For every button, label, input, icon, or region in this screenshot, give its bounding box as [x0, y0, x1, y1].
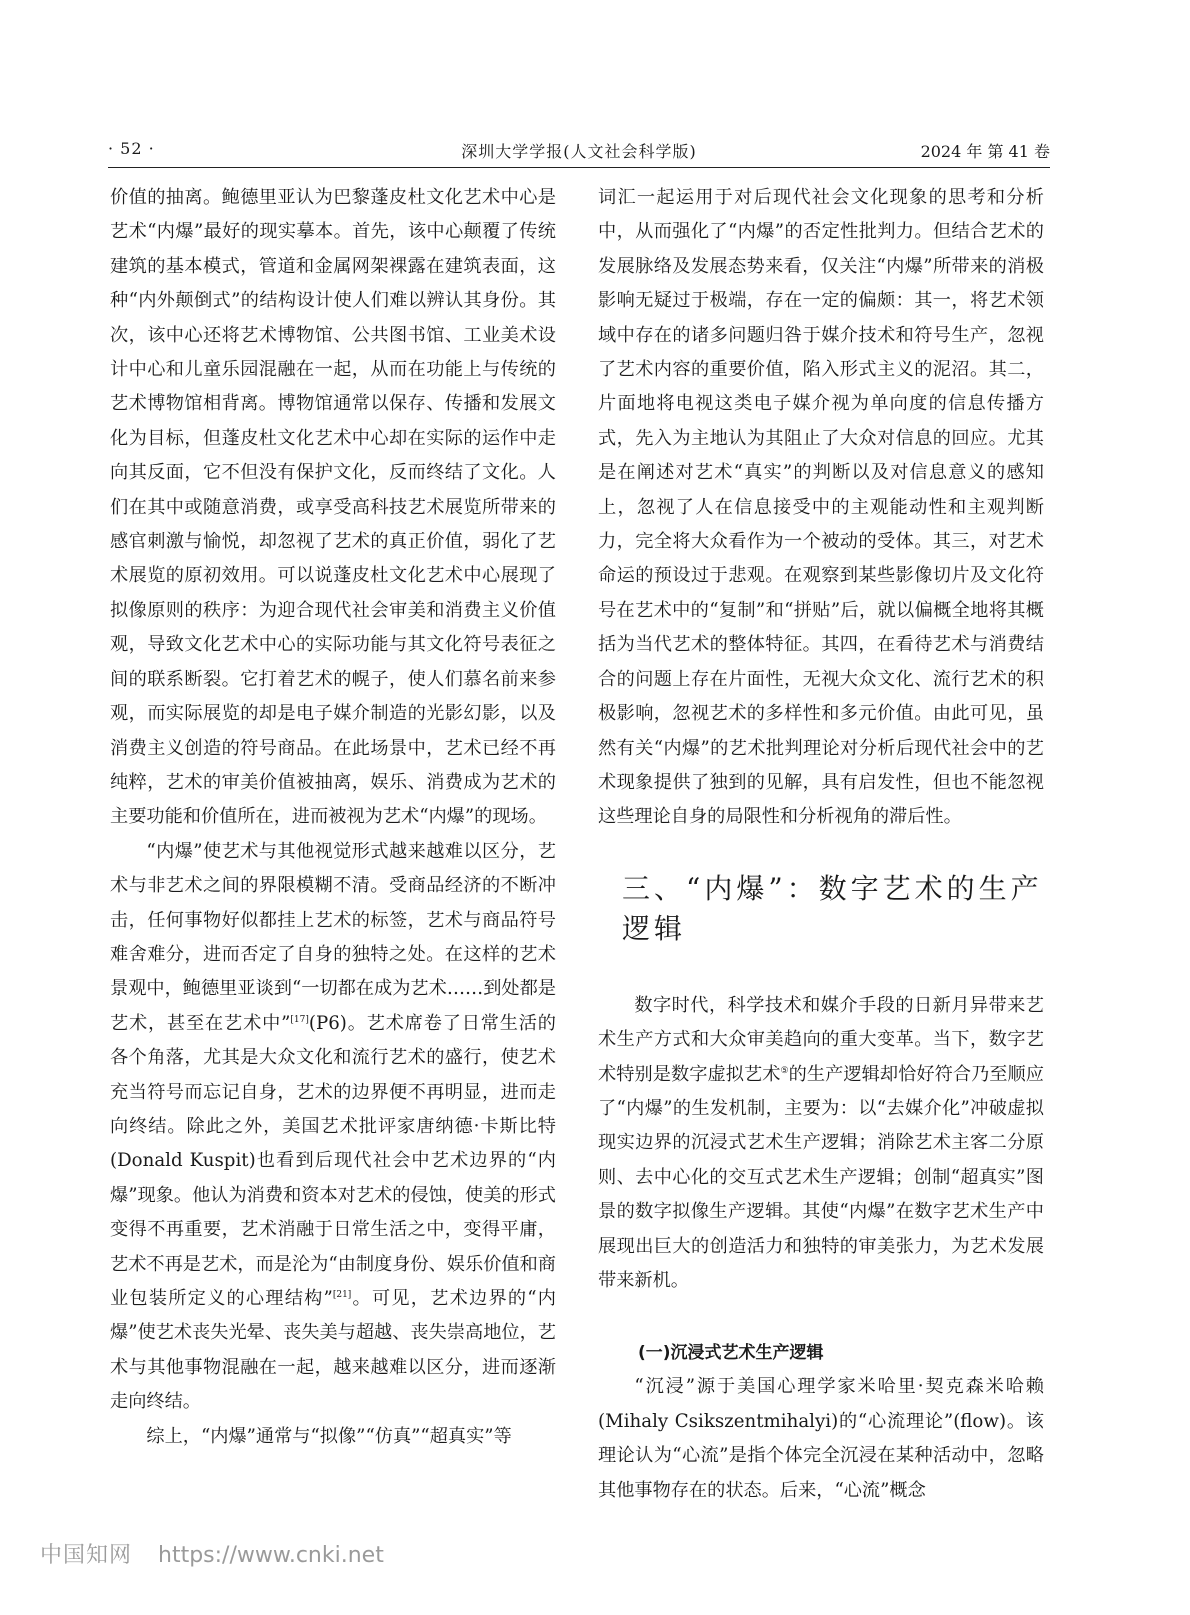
- footnote-marker[interactable]: ⑤: [780, 1065, 789, 1076]
- left-paragraph-3: 综上，“内爆”通常与“拟像”“仿真”“超真实”等: [146, 1425, 512, 1447]
- left-paragraph-2: [110, 835, 556, 1420]
- citation-ref[interactable]: [17]: [290, 1014, 309, 1025]
- left-p2-text-b: (P6)。艺术席卷了日常生活的各个角落，尤其是大众文化和流行艺术的盛行，使艺术充当符号而忘记自身，艺术的边界便不再明显，进而走向终结。除此之外，美国艺术批评家唐纳德·卡斯比特(Donald Kuspit)也看到后现代社会中艺术边界的“内爆”现象。他认为消费和资本对艺术的侵蚀，使美的形式变得不再重要，艺术消融于日常生活之中，变得平庸，艺术不再是艺术，而是沦为“由制度身份、娱乐价值和商业包装所定义的心理结构”: [110, 1012, 556, 1309]
- left-column: [110, 181, 556, 1454]
- cnki-url[interactable]: https://www.cnki.net: [158, 1543, 384, 1568]
- journal-title: 深圳大学学报(人文社会科学版): [461, 142, 697, 161]
- volume-label: 2024 年 第 41 卷: [920, 142, 1050, 161]
- right-p2-text-b: 的生产逻辑却恰好符合乃至顺应了“内爆”的生发机制，主要为：以“去媒介化”冲破虚拟现实边界的沉浸式艺术生产逻辑；消除艺术主客二分原则、去中心化的交互式艺术生产逻辑；创制“超真实”图景的数字拟像生产逻辑。其使“内爆”在数字艺术生产中展现出巨大的创造活力和独特的审美张力，为艺术发展带来新机。: [598, 1063, 1044, 1291]
- right-column: [598, 181, 1044, 1508]
- left-paragraph-1: 价值的抽离。鲍德里亚认为巴黎蓬皮杜文化艺术中心是艺术“内爆”最好的现实摹本。首先，该中心颠覆了传统建筑的基本模式，管道和金属网架裸露在建筑表面，这种“内外颠倒式”的结构设计使人们难以辨认其身份。其次，该中心还将艺术博物馆、公共图书馆、工业美术设计中心和儿童乐园混融在一起，从而在功能上与传统的艺术博物馆相背离。博物馆通常以保存、传播和发展文化为目标，但蓬皮杜文化艺术中心却在实际的运作中走向其反面，它不但没有保护文化，反而终结了文化。人们在其中或随意消费，或享受高科技艺术展览所带来的感官刺激与愉悦，却忽视了艺术的真正价值，弱化了艺术展览的原初效用。可以说蓬皮杜文化艺术中心展现了拟像原则的秩序：为迎合现代社会审美和消费主义价值观，导致文化艺术中心的实际功能与其文化符号表征之间的联系断裂。它打着艺术的幌子，使人们慕名前来参观，而实际展览的却是电子媒介制造的光影幻影，以及消费主义创造的符号商品。在此场景中，艺术已经不再纯粹，艺术的审美价值被抽离，娱乐、消费成为艺术的主要功能和价值所在，进而被视为艺术“内爆”的现场。: [110, 187, 556, 828]
- running-header: [108, 137, 1050, 168]
- page-number: · 52 ·: [108, 139, 155, 158]
- right-p2-text-a: 数字时代，科学技术和媒介手段的日新月异带来艺术生产方式和大众审美趋向的重大变革。当下，数字艺术特别是数字虚拟艺术: [598, 994, 1044, 1085]
- watermark-footer: [40, 1538, 384, 1569]
- right-paragraph-3: “沉浸”源于美国心理学家米哈里·契克森米哈赖(Mihaly Csikszentmihalyi)的“心流理论”(flow)。该理论认为“心流”是指个体完全沉浸在某种活动中，忽略其他事物存在的状态。后来，“心流”概念: [598, 1376, 1044, 1501]
- right-paragraph-2: [598, 989, 1044, 1299]
- cnki-brand: 中国知网: [40, 1543, 133, 1568]
- left-p2-text-c: 。可见，艺术边界的“内爆”使艺术丧失光晕、丧失美与超越、丧失崇高地位，艺术与其他事物混融在一起，越来越难以区分，进而逐渐走向终结。: [110, 1288, 556, 1413]
- left-p2-text-a: “内爆”使艺术与其他视觉形式越来越难以区分，艺术与非艺术之间的界限模糊不清。受商品经济的不断冲击，任何事物好似都挂上艺术的标签，艺术与商品符号难舍难分，进而否定了自身的独特之处。在这样的艺术景观中，鲍德里亚谈到“一切都在成为艺术……到处都是艺术，甚至在艺术中”: [110, 840, 556, 1034]
- section-heading: 三、“内爆”：数字艺术的生产逻辑: [622, 871, 1043, 945]
- citation-ref[interactable]: [21]: [332, 1289, 352, 1300]
- subsection-heading: (一)沉浸式艺术生产逻辑: [638, 1343, 824, 1364]
- right-paragraph-1: 词汇一起运用于对后现代社会文化现象的思考和分析中，从而强化了“内爆”的否定性批判力。但结合艺术的发展脉络及发展态势来看，仅关注“内爆”所带来的消极影响无疑过于极端，存在一定的偏颇：其一，将艺术领域中存在的诸多问题归咎于媒介技术和符号生产，忽视了艺术内容的重要价值，陷入形式主义的泥沼。其二，片面地将电视这类电子媒介视为单向度的信息传播方式，先入为主地认为其阻止了大众对信息的回应。尤其是在阐述对艺术“真实”的判断以及对信息意义的感知上，忽视了人在信息接受中的主观能动性和主观判断力，完全将大众看作为一个被动的受体。其三，对艺术命运的预设过于悲观。在观察到某些影像切片及文化符号在艺术中的“复制”和“拼贴”后，就以偏概全地将其概括为当代艺术的整体特征。其四，在看待艺术与消费结合的问题上存在片面性，无视大众文化、流行艺术的积极影响，忽视艺术的多样性和多元价值。由此可见，虽然有关“内爆”的艺术批判理论对分析后现代社会中的艺术现象提供了独到的见解，具有启发性，但也不能忽视这些理论自身的局限性和分析视角的滞后性。: [598, 187, 1044, 828]
